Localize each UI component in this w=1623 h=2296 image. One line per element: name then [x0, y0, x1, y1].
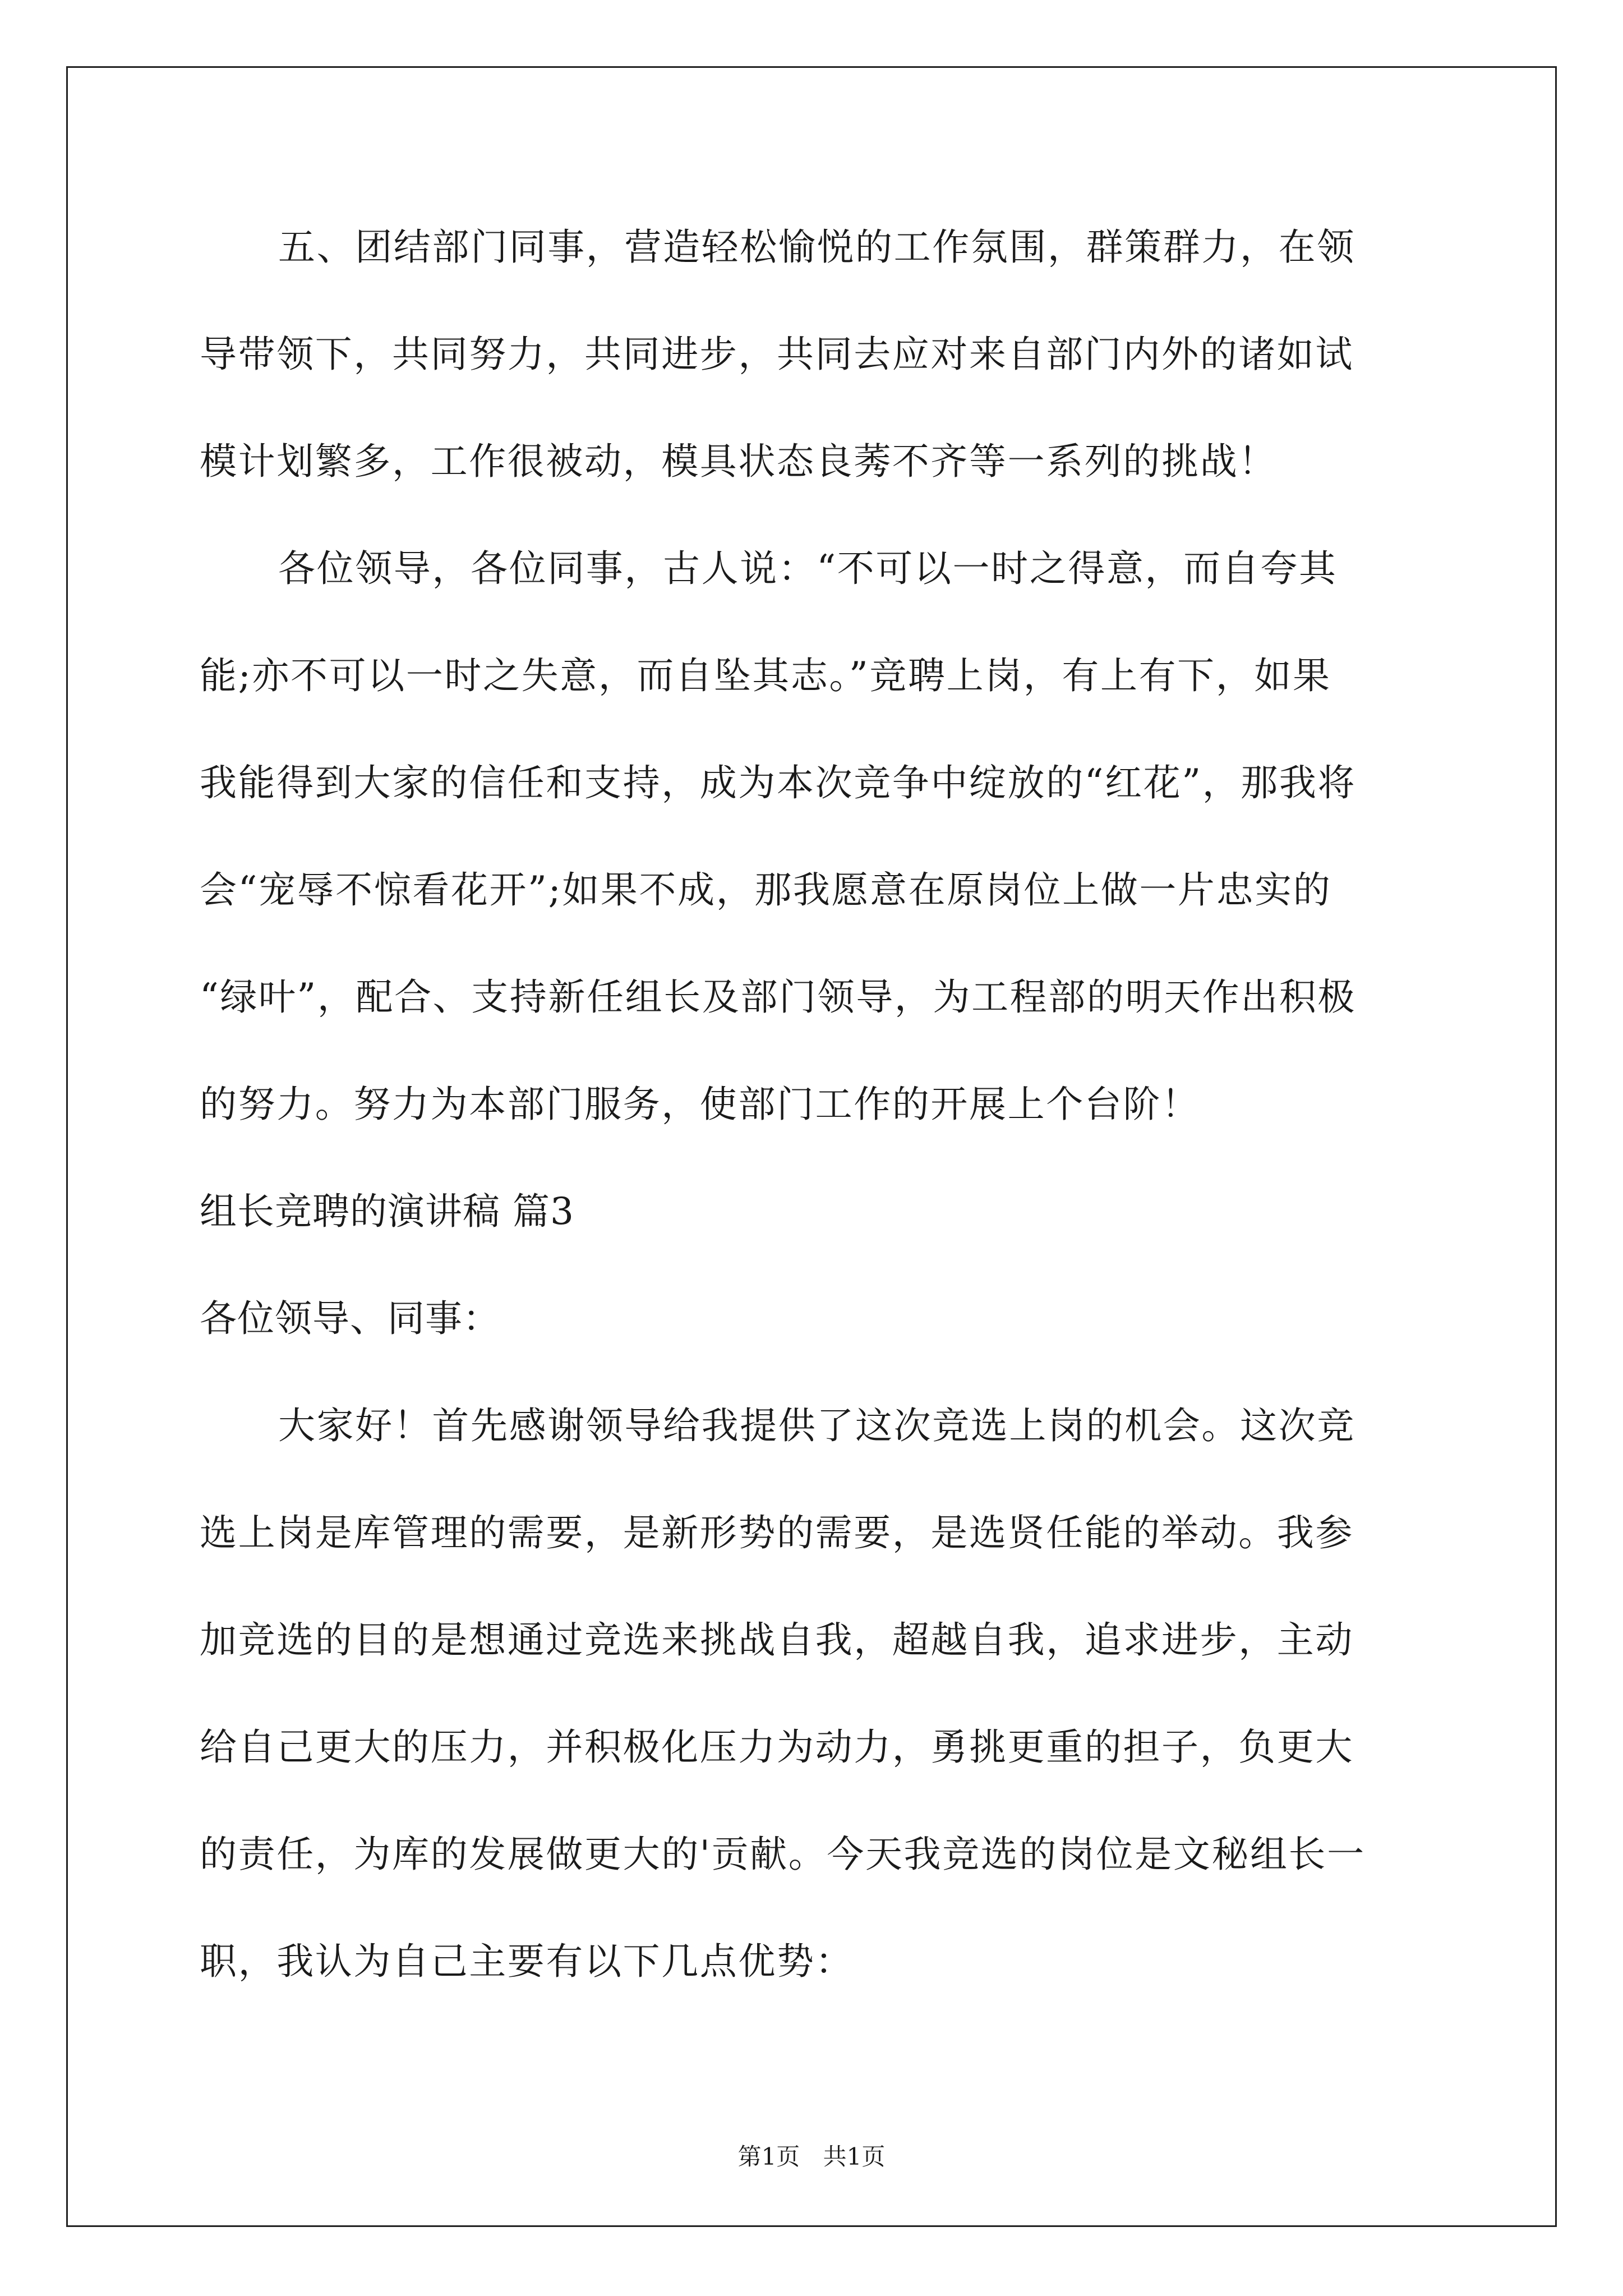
- paragraph-3-line-5: 的责任，为库的发展做更大的'贡献。今天我竞选的岗位是文秘组长一: [200, 1833, 1366, 1876]
- page-border: [66, 66, 1557, 2227]
- paragraph-3-line-6: 职，我认为自己主要有以下几点优势：: [200, 1940, 854, 1983]
- paragraph-2-line-5: “绿叶”，配合、支持新任组长及部门领导，为工程部的明天作出积极: [200, 976, 1357, 1019]
- page-footer: [0, 2143, 1623, 2171]
- paragraph-1-line-1: 五、团结部门同事，营造轻松愉悦的工作氛围，群策群力，在领: [278, 226, 1355, 269]
- paragraph-3-line-2: 选上岗是库管理的需要，是新形势的需要，是选贤任能的举动。我参: [200, 1511, 1354, 1554]
- paragraph-1-line-3: 模计划繁多，工作很被动，模具状态良莠不齐等一系列的挑战！: [200, 440, 1277, 483]
- paragraph-2-line-1: 各位领导，各位同事，古人说：“不可以一时之得意，而自夸其: [278, 547, 1338, 590]
- paragraph-2-line-2: 能;亦不可以一时之失意，而自坠其志。”竞聘上岗，有上有下，如果: [200, 654, 1331, 697]
- page-number: 第1页: [737, 2143, 800, 2170]
- paragraph-2-line-4: 会“宠辱不惊看花开”;如果不成，那我愿意在原岗位上做一片忠实的: [200, 868, 1332, 912]
- salutation: 各位领导、同事：: [200, 1297, 500, 1340]
- paragraph-2-line-3: 我能得到大家的信任和支持，成为本次竞争中绽放的“红花”，那我将: [200, 761, 1357, 804]
- section-title: 组长竞聘的演讲稿 篇3: [200, 1190, 574, 1233]
- page-total: 共1页: [823, 2143, 886, 2170]
- paragraph-3-line-1: 大家好！首先感谢领导给我提供了这次竞选上岗的机会。这次竞: [278, 1404, 1355, 1447]
- paragraph-3-line-3: 加竞选的目的是想通过竞选来挑战自我，超越自我，追求进步，主动: [200, 1618, 1354, 1662]
- paragraph-3-line-4: 给自己更大的压力，并积极化压力为动力，勇挑更重的担子，负更大: [200, 1726, 1354, 1769]
- paragraph-1-line-2: 导带领下，共同努力，共同进步，共同去应对来自部门内外的诸如试: [200, 333, 1354, 376]
- paragraph-2-line-6: 的努力。努力为本部门服务，使部门工作的开展上个台阶！: [200, 1083, 1200, 1126]
